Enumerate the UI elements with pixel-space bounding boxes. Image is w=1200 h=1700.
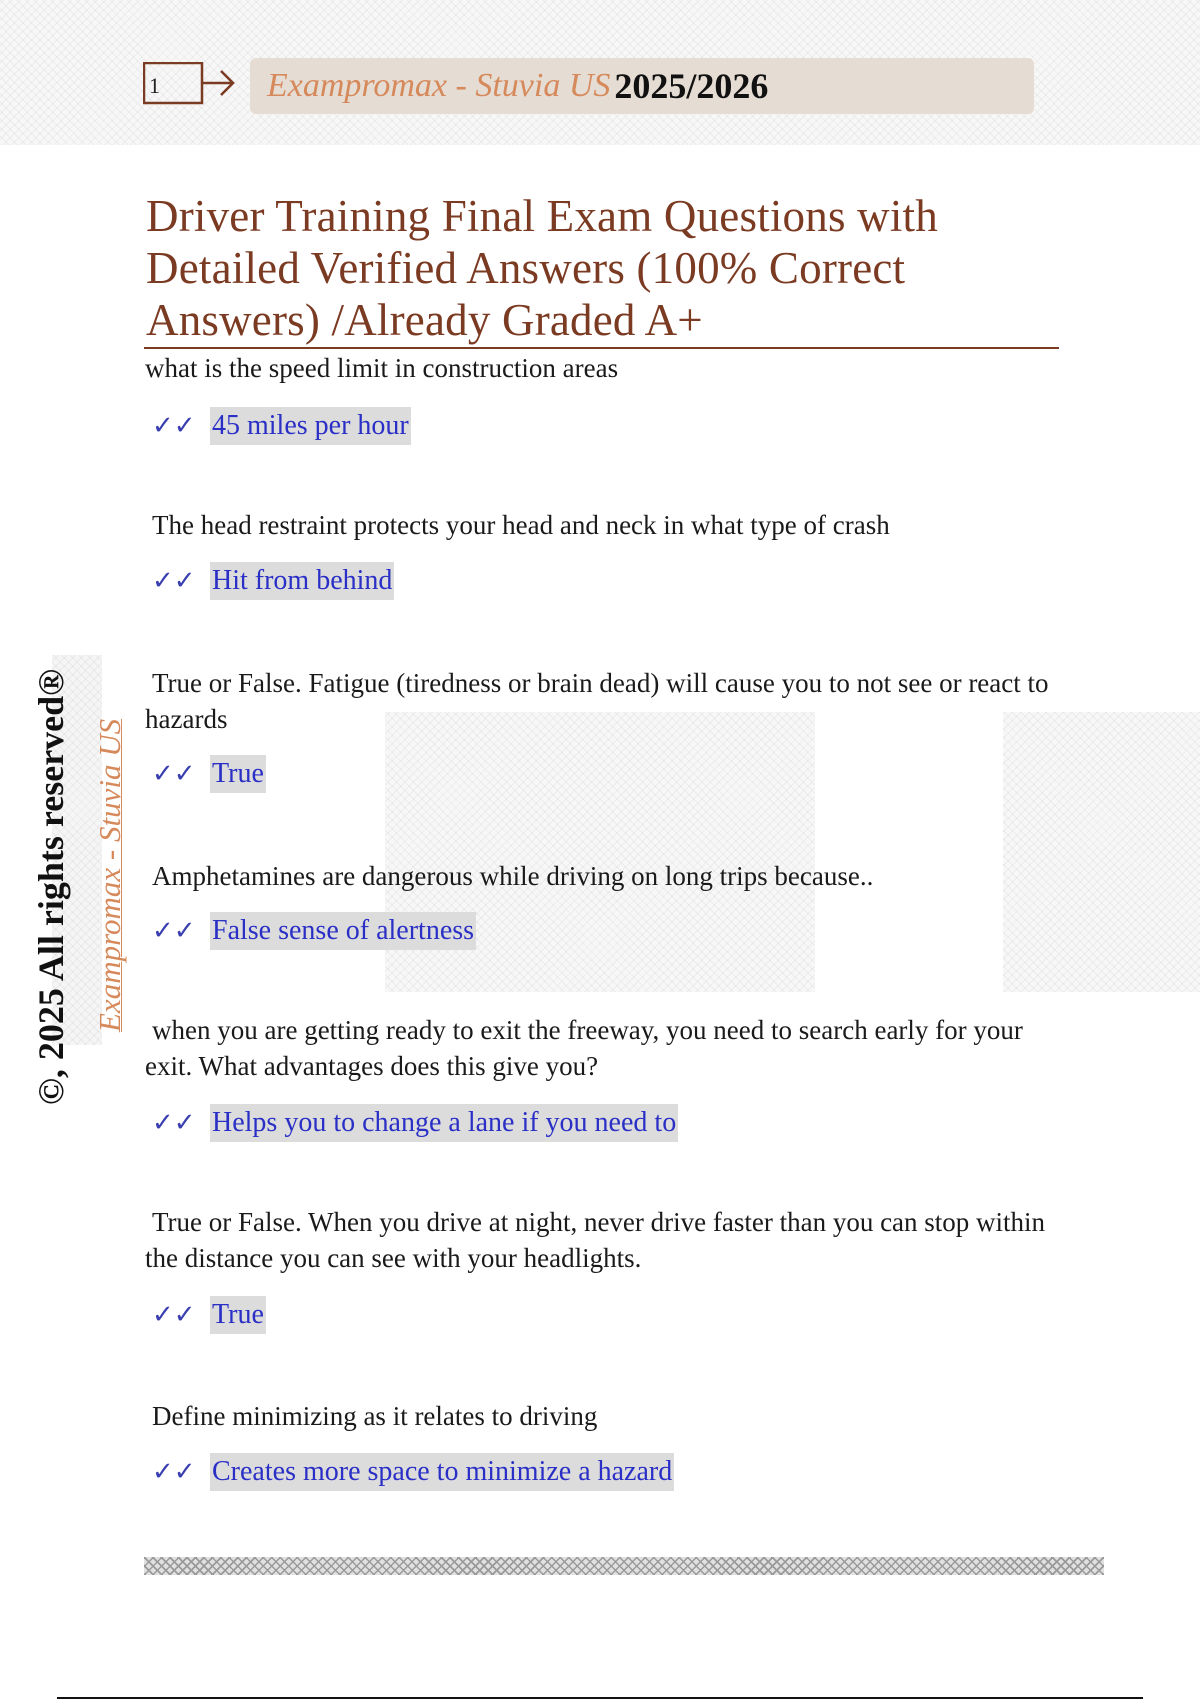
- answer-text: False sense of alertness: [210, 912, 476, 950]
- question-text: True or False. When you drive at night, never drive faster than you can stop within the distance you can see with your headlights.: [145, 1207, 1046, 1273]
- answer-row: [152, 407, 411, 445]
- header-banner: [250, 58, 1034, 114]
- answer-text: True: [210, 1296, 266, 1334]
- answer-text: 45 miles per hour: [210, 407, 411, 445]
- double-check-icon: ✓✓: [152, 411, 196, 441]
- sidebar-copyright: ©, 2025 All rights reserved®: [31, 668, 71, 1105]
- question-text: Amphetamines are dangerous while driving on long trips because..: [152, 861, 874, 891]
- double-check-icon: ✓✓: [152, 916, 196, 946]
- answer-row: [152, 562, 394, 600]
- bottom-rule: [57, 1697, 1143, 1699]
- document-title: Driver Training Final Exam Questions with Detailed Verified Answers (100% Correct Answers) /Already Graded A+: [146, 191, 938, 345]
- double-check-icon: ✓✓: [152, 1108, 196, 1138]
- answer-row: [152, 1104, 678, 1142]
- answer-text: True: [210, 755, 266, 793]
- question-text: when you are getting ready to exit the freeway, you need to search early for your exit. What advantages does this give you?: [145, 1015, 1023, 1081]
- page-number: 1: [149, 73, 160, 98]
- header-brand: Exampromax - Stuvia US: [267, 67, 611, 104]
- background-pattern-block: [385, 712, 815, 992]
- answer-row: [152, 1453, 674, 1491]
- double-check-icon: ✓✓: [152, 1300, 196, 1330]
- header-year: 2025/2026: [614, 66, 769, 106]
- footer-divider: [144, 1557, 1104, 1575]
- background-pattern-block: [1003, 712, 1200, 992]
- double-check-icon: ✓✓: [152, 759, 196, 789]
- question-text: The head restraint protects your head and neck in what type of crash: [152, 510, 890, 540]
- title-underline: [144, 347, 1059, 349]
- question-text: what is the speed limit in construction areas: [145, 353, 619, 383]
- double-check-icon: ✓✓: [152, 566, 196, 596]
- answer-text: Hit from behind: [210, 562, 394, 600]
- answer-text: Creates more space to minimize a hazard: [210, 1453, 674, 1491]
- answer-row: [152, 1296, 266, 1334]
- question-text: True or False. Fatigue (tiredness or brain dead) will cause you to not see or react to hazards: [145, 668, 1049, 734]
- sidebar-brand: Exampromax - Stuvia US: [92, 718, 127, 1032]
- answer-row: [152, 912, 476, 950]
- answer-text: Helps you to change a lane if you need to: [210, 1104, 678, 1142]
- double-check-icon: ✓✓: [152, 1457, 196, 1487]
- question-text: Define minimizing as it relates to driving: [152, 1401, 598, 1431]
- answer-row: [152, 755, 266, 793]
